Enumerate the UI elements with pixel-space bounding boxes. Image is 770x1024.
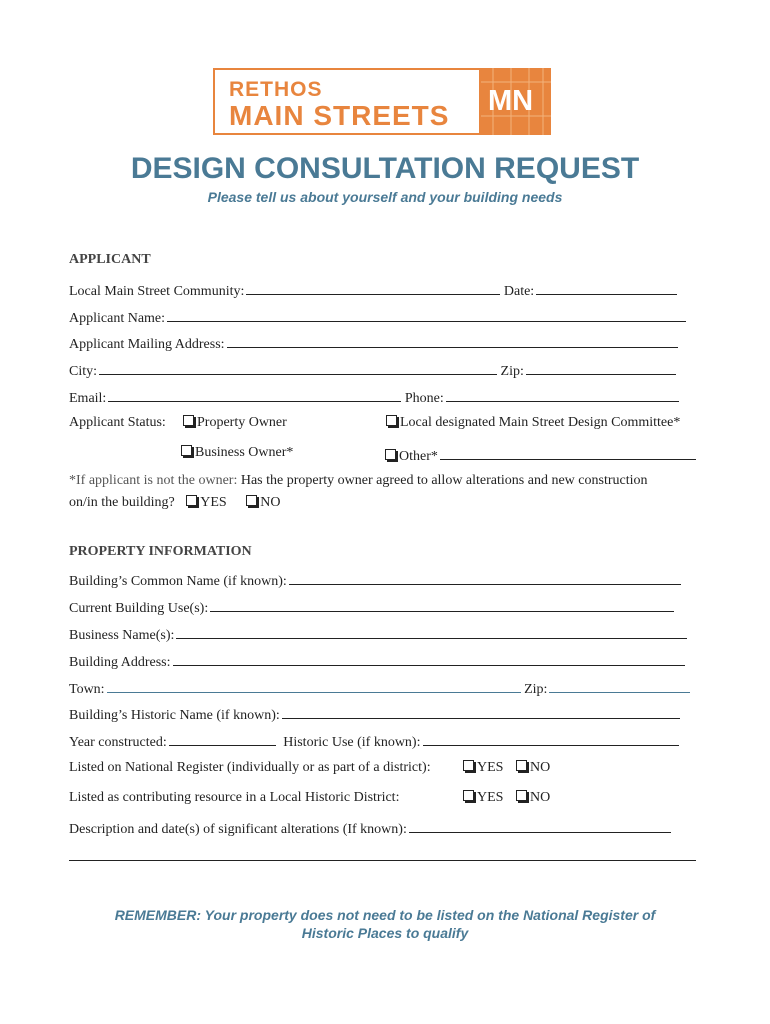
phone-label: Phone: [404,391,444,406]
historic-use-label: Historic Use (if known): [283,735,421,750]
business-name-label: Business Name(s): [69,628,175,643]
alterations-row [69,818,671,838]
status-design-committee[interactable] [386,415,680,431]
alterations-field-2[interactable] [69,846,696,861]
remember-text2: Historic Places to qualify [301,925,469,941]
owner-agreed-yes[interactable] [186,495,226,510]
community-label: Local Main Street Community: [69,284,245,299]
local-district-yes-label: YES [477,790,504,805]
community-field[interactable] [246,280,500,295]
mailing-label: Applicant Mailing Address: [69,337,225,352]
alterations-field[interactable] [409,818,671,833]
logo-state: MN [488,85,534,117]
logo-state-box [481,68,551,135]
checkbox-icon[interactable] [181,445,192,456]
city-row [69,360,676,380]
page-subtitle: Please tell us about yourself and your building needs [207,189,563,205]
owner-agreed-no-label: NO [260,495,281,510]
owner-agreed-no[interactable] [246,495,280,510]
logo-wordmark-box [213,68,481,135]
building-address-label: Building Address: [69,655,171,670]
town-label: Town: [69,682,105,697]
national-register-yes-label: YES [477,760,504,775]
property-zip-field[interactable] [549,678,690,693]
owner-note-text2: on/in the building? [69,495,175,510]
applicant-heading: APPLICANT [69,252,151,267]
common-name-label: Building’s Common Name (if known): [69,574,287,589]
checkbox-icon[interactable] [183,415,194,426]
zip-label: Zip: [500,364,524,379]
city-field[interactable] [99,360,497,375]
year-row [69,731,679,751]
status-business-owner[interactable] [181,445,293,461]
alterations-label: Description and date(s) of significant alterations (If known): [69,822,407,837]
phone-field[interactable] [446,387,679,402]
rethos-logo [213,68,551,135]
status-business-owner-label: Business Owner* [195,445,294,460]
remember-line1 [0,906,770,924]
local-district-no[interactable] [516,790,550,806]
email-field[interactable] [108,387,401,402]
status-property-owner[interactable] [183,415,287,431]
email-label: Email: [69,391,107,406]
owner-note-row1 [69,473,648,489]
year-field[interactable] [169,731,276,746]
property-zip-label: Zip: [524,682,548,697]
current-use-row [69,597,674,617]
town-row [69,678,690,698]
page-title: DESIGN CONSULTATION REQUEST [130,152,640,185]
email-row [69,387,679,407]
checkbox-icon[interactable] [463,760,474,771]
applicant-name-row [69,307,686,327]
national-register-no[interactable] [516,760,550,776]
checkbox-icon[interactable] [516,790,527,801]
property-heading: PROPERTY INFORMATION [69,544,252,559]
building-address-row [69,651,685,671]
common-name-row [69,570,681,590]
building-address-field[interactable] [173,651,685,666]
national-register-yes[interactable] [463,760,503,776]
historic-use-field[interactable] [423,731,679,746]
checkbox-icon[interactable] [386,415,397,426]
status-property-owner-label: Property Owner [197,415,287,430]
business-name-row [69,624,687,644]
checkbox-icon[interactable] [246,495,257,506]
national-register-no-label: NO [530,760,551,775]
year-label: Year constructed: [69,735,167,750]
business-name-field[interactable] [176,624,687,639]
status-design-committee-label: Local designated Main Street Design Committee* [400,415,681,430]
city-label: City: [69,364,98,379]
applicant-name-field[interactable] [167,307,686,322]
status-other-label: Other* [399,449,438,464]
date-label: Date: [503,284,535,299]
common-name-field[interactable] [289,570,681,585]
date-field[interactable] [536,280,677,295]
logo-line1: RETHOS [229,78,323,101]
owner-note-row2 [69,495,280,511]
status-label: Applicant Status: [69,415,166,430]
local-district-label: Listed as contributing resource in a Local Historic District: [69,790,400,805]
status-other-field[interactable] [440,445,696,460]
status-other[interactable] [385,445,696,465]
owner-note-text: Has the property owner agreed to allow alterations and new construction [240,473,648,488]
historic-name-label: Building’s Historic Name (if known): [69,708,280,723]
current-use-label: Current Building Use(s): [69,601,209,616]
remember-prefix: REMEMBER: [114,907,202,923]
current-use-field[interactable] [210,597,674,612]
checkbox-icon[interactable] [463,790,474,801]
mailing-row [69,333,678,353]
historic-name-row [69,704,680,724]
checkbox-icon[interactable] [186,495,197,506]
alterations-row2 [69,846,696,866]
community-row [69,280,677,300]
checkbox-icon[interactable] [385,449,396,460]
logo-line2: MAIN STREETS [229,100,450,131]
historic-name-field[interactable] [282,704,680,719]
local-district-no-label: NO [530,790,551,805]
zip-field[interactable] [526,360,676,375]
owner-note-prefix: *If applicant is not the owner: [69,473,238,488]
applicant-name-label: Applicant Name: [69,311,166,326]
town-field[interactable] [107,678,521,693]
checkbox-icon[interactable] [516,760,527,771]
local-district-yes[interactable] [463,790,503,806]
remember-text1: Your property does not need to be listed on the National Register of [204,907,656,923]
remember-note [0,906,770,942]
mailing-field[interactable] [227,333,678,348]
national-register-label: Listed on National Register (individually or as part of a district): [69,760,431,775]
owner-agreed-yes-label: YES [200,495,227,510]
